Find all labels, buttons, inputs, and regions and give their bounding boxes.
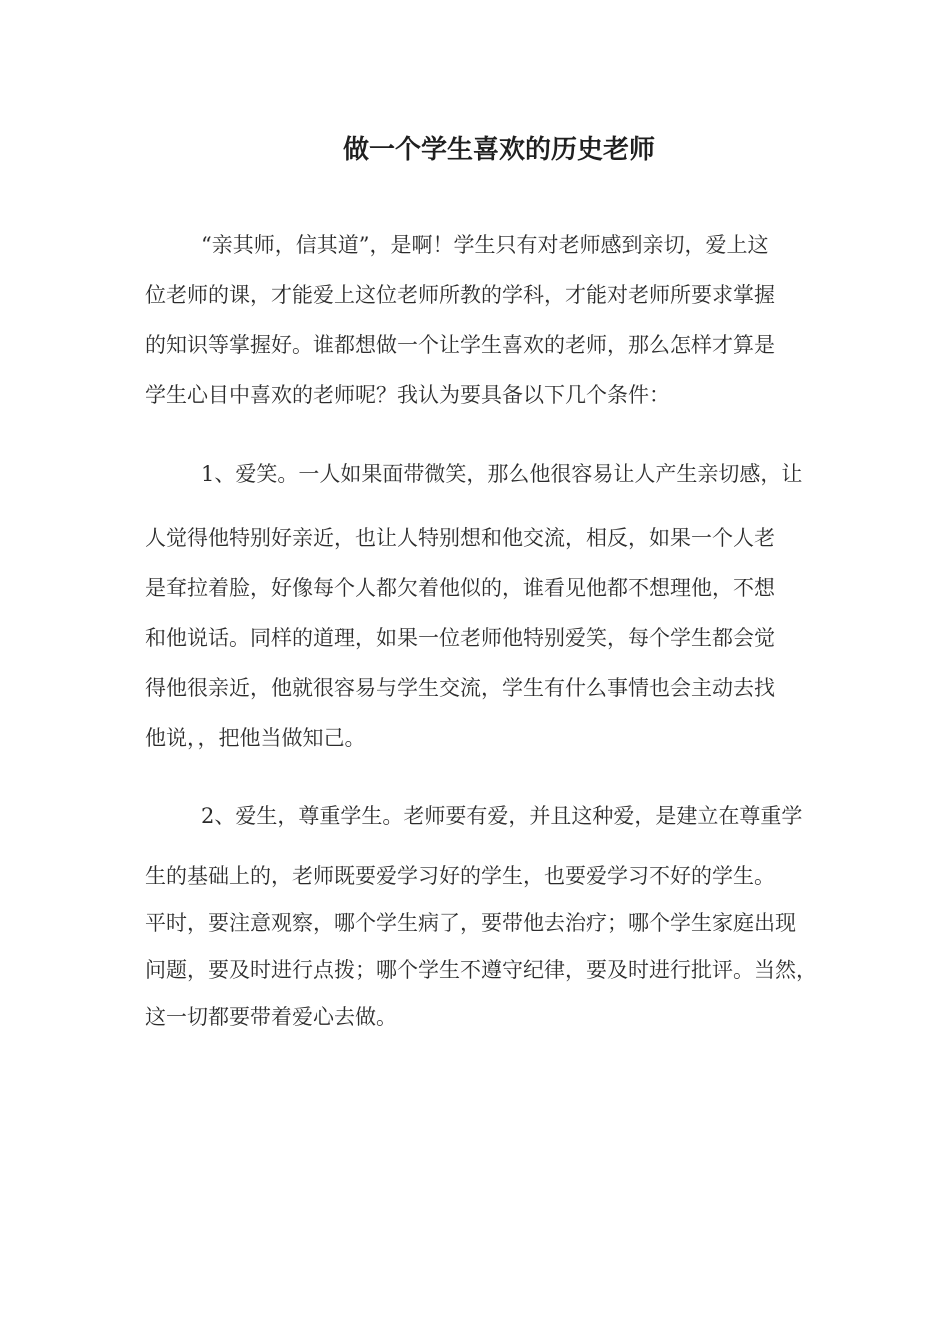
text-line: 平时，要注意观察，哪个学生病了，要带他去治疗；哪个学生家庭出现 — [145, 911, 796, 935]
text-line: “亲其师，信其道”，是啊！学生只有对老师感到亲切，爱上这 — [201, 233, 769, 257]
text-line: 这一切都要带着爱心去做。 — [145, 1005, 397, 1029]
paragraph-intro — [145, 220, 813, 420]
text-line: 2、爱生，尊重学生。老师要有爱，并且这种爱，是建立在尊重学 — [201, 804, 803, 828]
text-line: 他说，，把他当做知己。 — [145, 726, 366, 750]
text-line: 位老师的课，才能爱上这位老师所教的学科，才能对老师所要求掌握 — [145, 283, 775, 307]
text-line: 生的基础上的，老师既要爱学习好的学生，也要爱学习不好的学生。 — [145, 864, 775, 888]
paragraph-point-2 — [145, 793, 817, 1041]
text-line: 问题，要及时进行点拨；哪个学生不遵守纪律，要及时进行批评。当然， — [145, 958, 817, 982]
text-line: 得他很亲近，他就很容易与学生交流，学生有什么事情也会主动去找 — [145, 676, 775, 700]
text-line: 1、爱笑。一人如果面带微笑，那么他很容易让人产生亲切感，让 — [201, 462, 803, 486]
text-line: 人觉得他特别好亲近，也让人特别想和他交流，相反，如果一个人老 — [145, 526, 775, 550]
text-line: 是耷拉着脸，好像每个人都欠着他似的，谁看见他都不想理他，不想 — [145, 576, 775, 600]
paragraph-point-1 — [145, 449, 813, 763]
text-line: 和他说话。同样的道理，如果一位老师他特别爱笑，每个学生都会觉 — [145, 626, 775, 650]
text-line: 学生心目中喜欢的老师呢？我认为要具备以下几个条件： — [145, 383, 670, 407]
document-title: 做一个学生喜欢的历史老师 — [342, 135, 655, 165]
text-line: 的知识等掌握好。谁都想做一个让学生喜欢的老师，那么怎样才算是 — [145, 333, 775, 357]
